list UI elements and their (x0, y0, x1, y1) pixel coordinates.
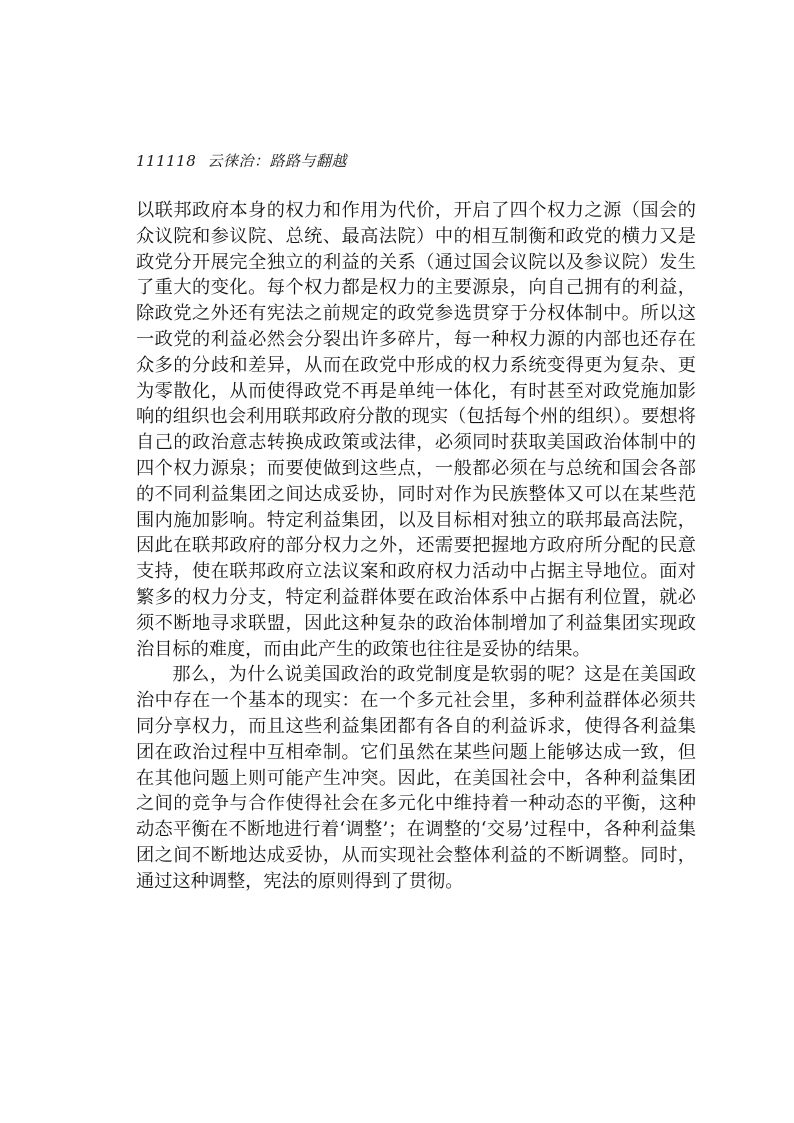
body-text (136, 198, 696, 895)
running-title: 云徕治：路路与翻越 (207, 152, 348, 170)
paragraph-2: 那么，为什么说美国政治的政党制度是软弱的呢？这是在美国政治中存在一个基本的现实：在一个多元社会里，多种利益群体必须共同分享权力，而且这些利益集团都有各自的利益诉求，使得各利益集团在政治过程中互相牵制。它们虽然在某些问题上能够达成一致，但在其他问题上则可能产生冲突。因此，在美国社会中，各种利益集团之间的竞争与合作使得社会在多元化中维持着一种动态的平衡，这种动态平衡在不断地进行着‘调整’；在调整的‘交易’过程中，各种利益集团之间不断地达成妥协，从而实现社会整体利益的不断调整。同时，通过这种调整，宪法的原则得到了贯彻。 (136, 664, 696, 892)
paragraph-1: 以联邦政府本身的权力和作用为代价，开启了四个权力之源（国会的众议院和参议院、总统、最高法院）中的相互制衡和政党的横力又是政党分开展完全独立的利益的关系（通过国会议院以及参议院）发生了重大的变化。每个权力都是权力的主要源泉，向自己拥有的利益，除政党之外还有宪法之前规定的政党参选贯穿于分权体制中。所以这一政党的利益必然会分裂出许多碎片，每一种权力源的内部也还存在众多的分歧和差异，从而在政党中形成的权力系统变得更为复杂、更为零散化，从而使得政党不再是单纯一体化，有时甚至对政党施加影响的组织也会利用联邦政府分散的现实（包括每个州的组织）。要想将自己的政治意志转换成政策或法律，必须同时获取美国政治体制中的四个权力源泉；而要使做到这些点，一般都必须在与总统和国会各部的不同利益集团之间达成妥协，同时对作为民族整体又可以在某些范围内施加影响。特定利益集团，以及目标相对独立的联邦最高法院，因此在联邦政府的部分权力之外，还需要把握地方政府所分配的民意支持，使在联邦政府立法议案和政府权力活动中占据主导地位。面对繁多的权力分支，特定利益群体要在政治体系中占据有利位置，就必须不断地寻求联盟，因此这种复杂的政治体制增加了利益集团实现政治目标的难度，而由此产生的政策也往往是妥协的结果。 (136, 200, 696, 660)
page-number: 111118 (136, 152, 197, 170)
running-head (136, 150, 347, 171)
